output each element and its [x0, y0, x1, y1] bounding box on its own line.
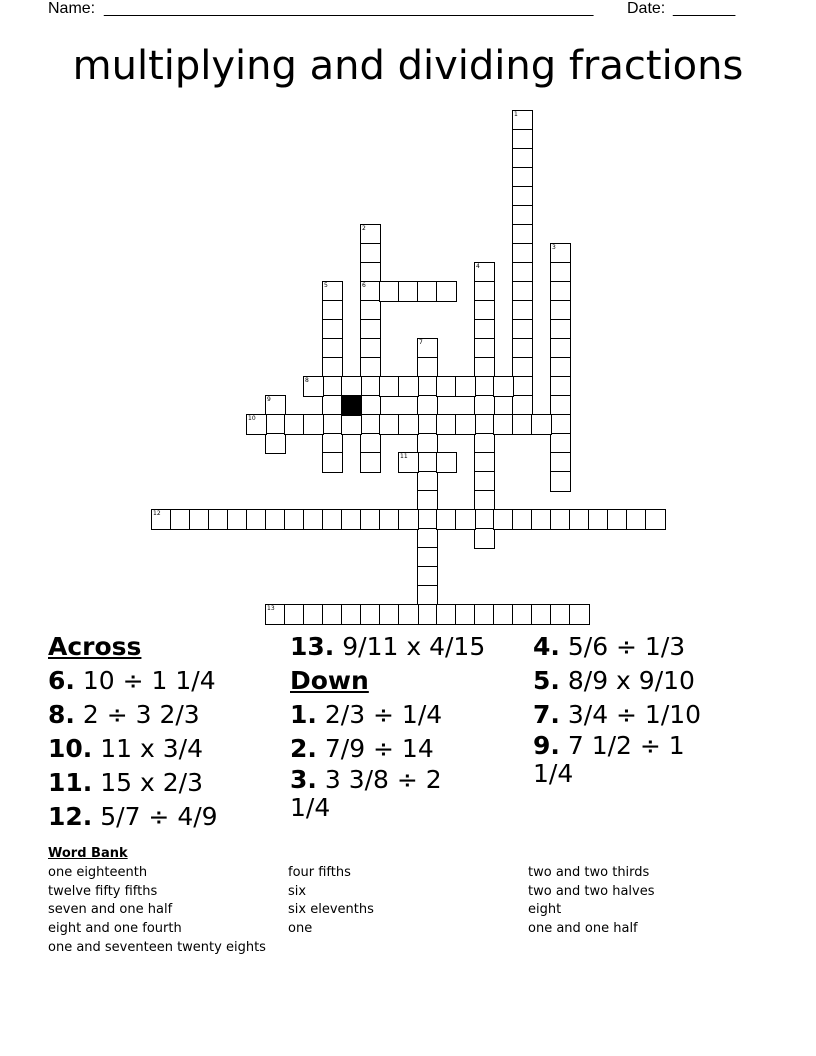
crossword-cell[interactable]	[417, 547, 438, 568]
crossword-cell[interactable]	[474, 395, 495, 416]
crossword-cell[interactable]	[379, 414, 400, 435]
crossword-cell[interactable]	[550, 338, 571, 359]
crossword-cell[interactable]	[360, 319, 381, 340]
crossword-cell[interactable]	[474, 262, 495, 283]
word-bank-item: two and two halves	[528, 883, 655, 899]
crossword-cell[interactable]	[550, 281, 571, 302]
crossword-cell[interactable]	[360, 414, 381, 435]
word-bank-item: four fifths	[288, 865, 351, 880]
date-label: Date:	[627, 0, 666, 17]
crossword-cell[interactable]	[398, 604, 419, 625]
crossword-cell[interactable]	[474, 509, 495, 530]
crossword-cell[interactable]	[417, 414, 438, 435]
word-bank-column-2	[288, 864, 374, 939]
crossword-cell[interactable]	[303, 509, 324, 530]
crossword-cell[interactable]	[417, 566, 438, 587]
crossword-cell[interactable]	[512, 243, 533, 264]
crossword-cell[interactable]	[322, 300, 343, 321]
crossword-cell[interactable]	[265, 433, 286, 454]
clue-number: 12	[153, 510, 161, 517]
crossword-cell[interactable]	[417, 604, 438, 625]
crossword-cell[interactable]	[550, 300, 571, 321]
crossword-cell[interactable]	[246, 509, 267, 530]
word-bank-item: six	[288, 883, 307, 899]
crossword-cell[interactable]	[512, 129, 533, 150]
crossword-cell[interactable]	[417, 395, 438, 416]
crossword-cell[interactable]	[436, 414, 457, 435]
crossword-cell[interactable]	[417, 376, 438, 397]
crossword-cell[interactable]	[303, 604, 324, 625]
word-bank-item: one and one half	[528, 921, 638, 937]
crossword-cell[interactable]	[322, 433, 343, 454]
crossword-cell[interactable]	[322, 604, 343, 625]
clue-down-5: 5. 8/9 x 9/10	[533, 666, 695, 695]
crossword-cell[interactable]	[512, 148, 533, 169]
crossword-cell[interactable]	[474, 528, 495, 549]
crossword-cell[interactable]	[455, 414, 476, 435]
crossword-cell[interactable]	[550, 509, 571, 530]
date-blank[interactable]: _______	[673, 0, 736, 17]
crossword-cell[interactable]	[531, 414, 552, 435]
crossword-cell[interactable]	[512, 395, 533, 416]
crossword-cell[interactable]	[588, 509, 609, 530]
crossword-cell[interactable]	[227, 509, 248, 530]
crossword-cell[interactable]	[550, 262, 571, 283]
crossword-cell[interactable]	[512, 509, 533, 530]
clue-number: 10	[248, 415, 256, 422]
crossword-cell[interactable]	[512, 281, 533, 302]
word-bank-title: Word Bank	[48, 846, 128, 861]
crossword-cell[interactable]	[360, 376, 381, 397]
crossword-cell[interactable]	[151, 509, 172, 530]
crossword-cell[interactable]	[569, 604, 590, 625]
crossword-cell[interactable]	[550, 604, 571, 625]
crossword-cell[interactable]	[474, 300, 495, 321]
crossword-cell[interactable]	[360, 433, 381, 454]
crossword-cell[interactable]	[322, 395, 343, 416]
crossword-cell[interactable]	[322, 338, 343, 359]
word-bank-item: one	[288, 921, 313, 937]
crossword-cell[interactable]	[360, 281, 381, 302]
crossword-cell[interactable]	[455, 604, 476, 625]
name-blank[interactable]: _______________________________________________________	[104, 0, 594, 17]
clue-number: 7	[419, 339, 423, 346]
blocked-cell	[341, 395, 362, 416]
crossword-cell[interactable]	[379, 281, 400, 302]
clue-number: 3	[552, 244, 556, 251]
crossword-cell[interactable]	[493, 509, 514, 530]
crossword-cell[interactable]	[322, 319, 343, 340]
crossword-cell[interactable]	[512, 376, 533, 397]
clue-down-7: 7. 3/4 ÷ 1/10	[533, 700, 702, 729]
clue-across-12: 12. 5/7 ÷ 4/9	[48, 802, 218, 831]
crossword-cell[interactable]	[265, 414, 286, 435]
crossword-cell[interactable]	[208, 509, 229, 530]
crossword-cell[interactable]	[341, 509, 362, 530]
crossword-cell[interactable]	[360, 357, 381, 378]
crossword-cell[interactable]	[531, 604, 552, 625]
clue-number: 13	[267, 605, 275, 612]
crossword-cell[interactable]	[493, 376, 514, 397]
crossword-cell[interactable]	[512, 205, 533, 226]
clue-number: 1	[514, 111, 518, 118]
crossword-cell[interactable]	[474, 414, 495, 435]
crossword-cell[interactable]	[303, 376, 324, 397]
word-bank	[48, 845, 768, 955]
crossword-cell[interactable]	[417, 281, 438, 302]
clue-number: 11	[400, 453, 408, 460]
word-bank-item: one eighteenth	[48, 865, 148, 880]
down-clues-column-1	[290, 630, 520, 822]
crossword-cell[interactable]	[322, 452, 343, 473]
clue-down-1: 1. 2/3 ÷ 1/4	[290, 700, 443, 729]
clue-down-3: 3. 3 3/8 ÷ 2 1/4	[290, 765, 442, 822]
crossword-cell[interactable]	[512, 224, 533, 245]
crossword-cell[interactable]	[436, 509, 457, 530]
crossword-cell[interactable]	[398, 509, 419, 530]
crossword-cell[interactable]	[512, 338, 533, 359]
crossword-cell[interactable]	[493, 604, 514, 625]
crossword-cell[interactable]	[360, 262, 381, 283]
crossword-cell[interactable]	[512, 300, 533, 321]
word-bank-item: two and two thirds	[528, 865, 650, 880]
crossword-cell[interactable]	[436, 604, 457, 625]
crossword-cell[interactable]	[455, 376, 476, 397]
crossword-cell[interactable]	[284, 414, 305, 435]
crossword-cell[interactable]	[398, 452, 419, 473]
word-bank-item: twelve fifty fifths	[48, 883, 158, 899]
crossword-cell[interactable]	[607, 509, 628, 530]
crossword-cell[interactable]	[436, 376, 457, 397]
crossword-cell[interactable]	[341, 376, 362, 397]
crossword-cell[interactable]	[436, 452, 457, 473]
clue-number: 2	[362, 225, 366, 232]
crossword-cell[interactable]	[550, 319, 571, 340]
clue-across-11: 11. 15 x 2/3	[48, 768, 203, 797]
clue-number: 4	[476, 263, 480, 270]
clue-across-8: 8. 2 ÷ 3 2/3	[48, 700, 200, 729]
crossword-cell[interactable]	[398, 281, 419, 302]
crossword-cell[interactable]	[550, 452, 571, 473]
crossword-cell[interactable]	[493, 414, 514, 435]
clue-across-13: 13. 9/11 x 4/15	[290, 632, 486, 661]
crossword-cell[interactable]	[550, 395, 571, 416]
crossword-cell[interactable]	[550, 357, 571, 378]
crossword-cell[interactable]	[360, 395, 381, 416]
crossword-cell[interactable]	[170, 509, 191, 530]
word-bank-item: eight and one fourth	[48, 921, 182, 937]
crossword-cell[interactable]	[379, 509, 400, 530]
clue-number: 5	[324, 282, 328, 289]
crossword-cell[interactable]	[417, 509, 438, 530]
crossword-cell[interactable]	[512, 319, 533, 340]
clue-down-2: 2. 7/9 ÷ 14	[290, 734, 434, 763]
crossword-cell[interactable]	[550, 243, 571, 264]
crossword-cell[interactable]	[626, 509, 647, 530]
crossword-cell[interactable]	[341, 604, 362, 625]
crossword-cell[interactable]	[284, 604, 305, 625]
crossword-cell[interactable]	[474, 471, 495, 492]
crossword-cell[interactable]	[322, 414, 343, 435]
word-bank-item: six elevenths	[288, 902, 374, 918]
crossword-cell[interactable]	[531, 509, 552, 530]
clue-across-6: 6. 10 ÷ 1 1/4	[48, 666, 216, 695]
crossword-cell[interactable]	[550, 376, 571, 397]
crossword-cell[interactable]	[417, 585, 438, 606]
crossword-cell[interactable]	[417, 433, 438, 454]
crossword-cell[interactable]	[417, 471, 438, 492]
crossword-cell[interactable]	[322, 376, 343, 397]
clue-number: 9	[267, 396, 271, 403]
crossword-cell[interactable]	[550, 471, 571, 492]
crossword-cell[interactable]	[550, 414, 571, 435]
word-bank-column-1	[48, 864, 266, 958]
crossword-cell[interactable]	[512, 357, 533, 378]
crossword-cell[interactable]	[265, 604, 286, 625]
clue-across-10: 10. 11 x 3/4	[48, 734, 203, 763]
crossword-cell[interactable]	[569, 509, 590, 530]
crossword-cell[interactable]	[417, 528, 438, 549]
crossword-cell[interactable]	[474, 452, 495, 473]
crossword-cell[interactable]	[360, 224, 381, 245]
crossword-cell[interactable]	[379, 376, 400, 397]
clue-down-4: 4. 5/6 ÷ 1/3	[533, 632, 686, 661]
crossword-cell[interactable]	[474, 433, 495, 454]
down-heading: Down	[290, 666, 369, 695]
page-title: multiplying and dividing fractions	[72, 43, 744, 89]
crossword-cell[interactable]	[474, 604, 495, 625]
crossword-cell[interactable]	[512, 414, 533, 435]
clue-number: 8	[305, 377, 309, 384]
crossword-cell[interactable]	[360, 338, 381, 359]
clue-number: 6	[362, 282, 366, 289]
across-clues-column	[48, 630, 278, 834]
word-bank-item: seven and one half	[48, 902, 173, 918]
crossword-cell[interactable]	[474, 338, 495, 359]
crossword-cell[interactable]	[417, 357, 438, 378]
crossword-cell[interactable]	[265, 509, 286, 530]
crossword-cell[interactable]	[189, 509, 210, 530]
crossword-cell[interactable]	[265, 395, 286, 416]
crossword-cell[interactable]	[474, 281, 495, 302]
crossword-cell[interactable]	[360, 300, 381, 321]
crossword-cell[interactable]	[417, 490, 438, 511]
crossword-cell[interactable]	[474, 490, 495, 511]
crossword-cell[interactable]	[341, 414, 362, 435]
crossword-cell[interactable]	[512, 186, 533, 207]
clue-down-9: 9. 7 1/2 ÷ 1 1/4	[533, 731, 685, 788]
crossword-cell[interactable]	[417, 452, 438, 473]
crossword-cell[interactable]	[417, 338, 438, 359]
crossword-cell[interactable]	[322, 357, 343, 378]
crossword-cell[interactable]	[322, 509, 343, 530]
crossword-cell[interactable]	[550, 433, 571, 454]
crossword-cell[interactable]	[398, 376, 419, 397]
crossword-cell[interactable]	[512, 262, 533, 283]
word-bank-column-3	[528, 864, 655, 939]
crossword-cell[interactable]	[360, 243, 381, 264]
word-bank-item: one and seventeen twenty eights	[48, 939, 266, 955]
crossword-cell[interactable]	[474, 357, 495, 378]
crossword-cell[interactable]	[360, 452, 381, 473]
crossword-cell[interactable]	[645, 509, 666, 530]
crossword-cell[interactable]	[455, 509, 476, 530]
crossword-cell[interactable]	[474, 376, 495, 397]
crossword-cell[interactable]	[360, 509, 381, 530]
down-clues-column-2	[533, 630, 763, 788]
crossword-cell[interactable]	[360, 604, 381, 625]
crossword-cell[interactable]	[284, 509, 305, 530]
crossword-cell[interactable]	[436, 281, 457, 302]
crossword-cell[interactable]	[474, 319, 495, 340]
crossword-cell[interactable]	[379, 604, 400, 625]
word-bank-item: eight	[528, 902, 562, 918]
crossword-cell[interactable]	[322, 281, 343, 302]
crossword-cell[interactable]	[512, 110, 533, 131]
crossword-cell[interactable]	[512, 167, 533, 188]
crossword-cell[interactable]	[512, 604, 533, 625]
name-label: Name:	[48, 0, 96, 17]
crossword-cell[interactable]	[398, 414, 419, 435]
across-heading: Across	[48, 632, 142, 661]
crossword-cell[interactable]	[246, 414, 267, 435]
crossword-cell[interactable]	[303, 414, 324, 435]
